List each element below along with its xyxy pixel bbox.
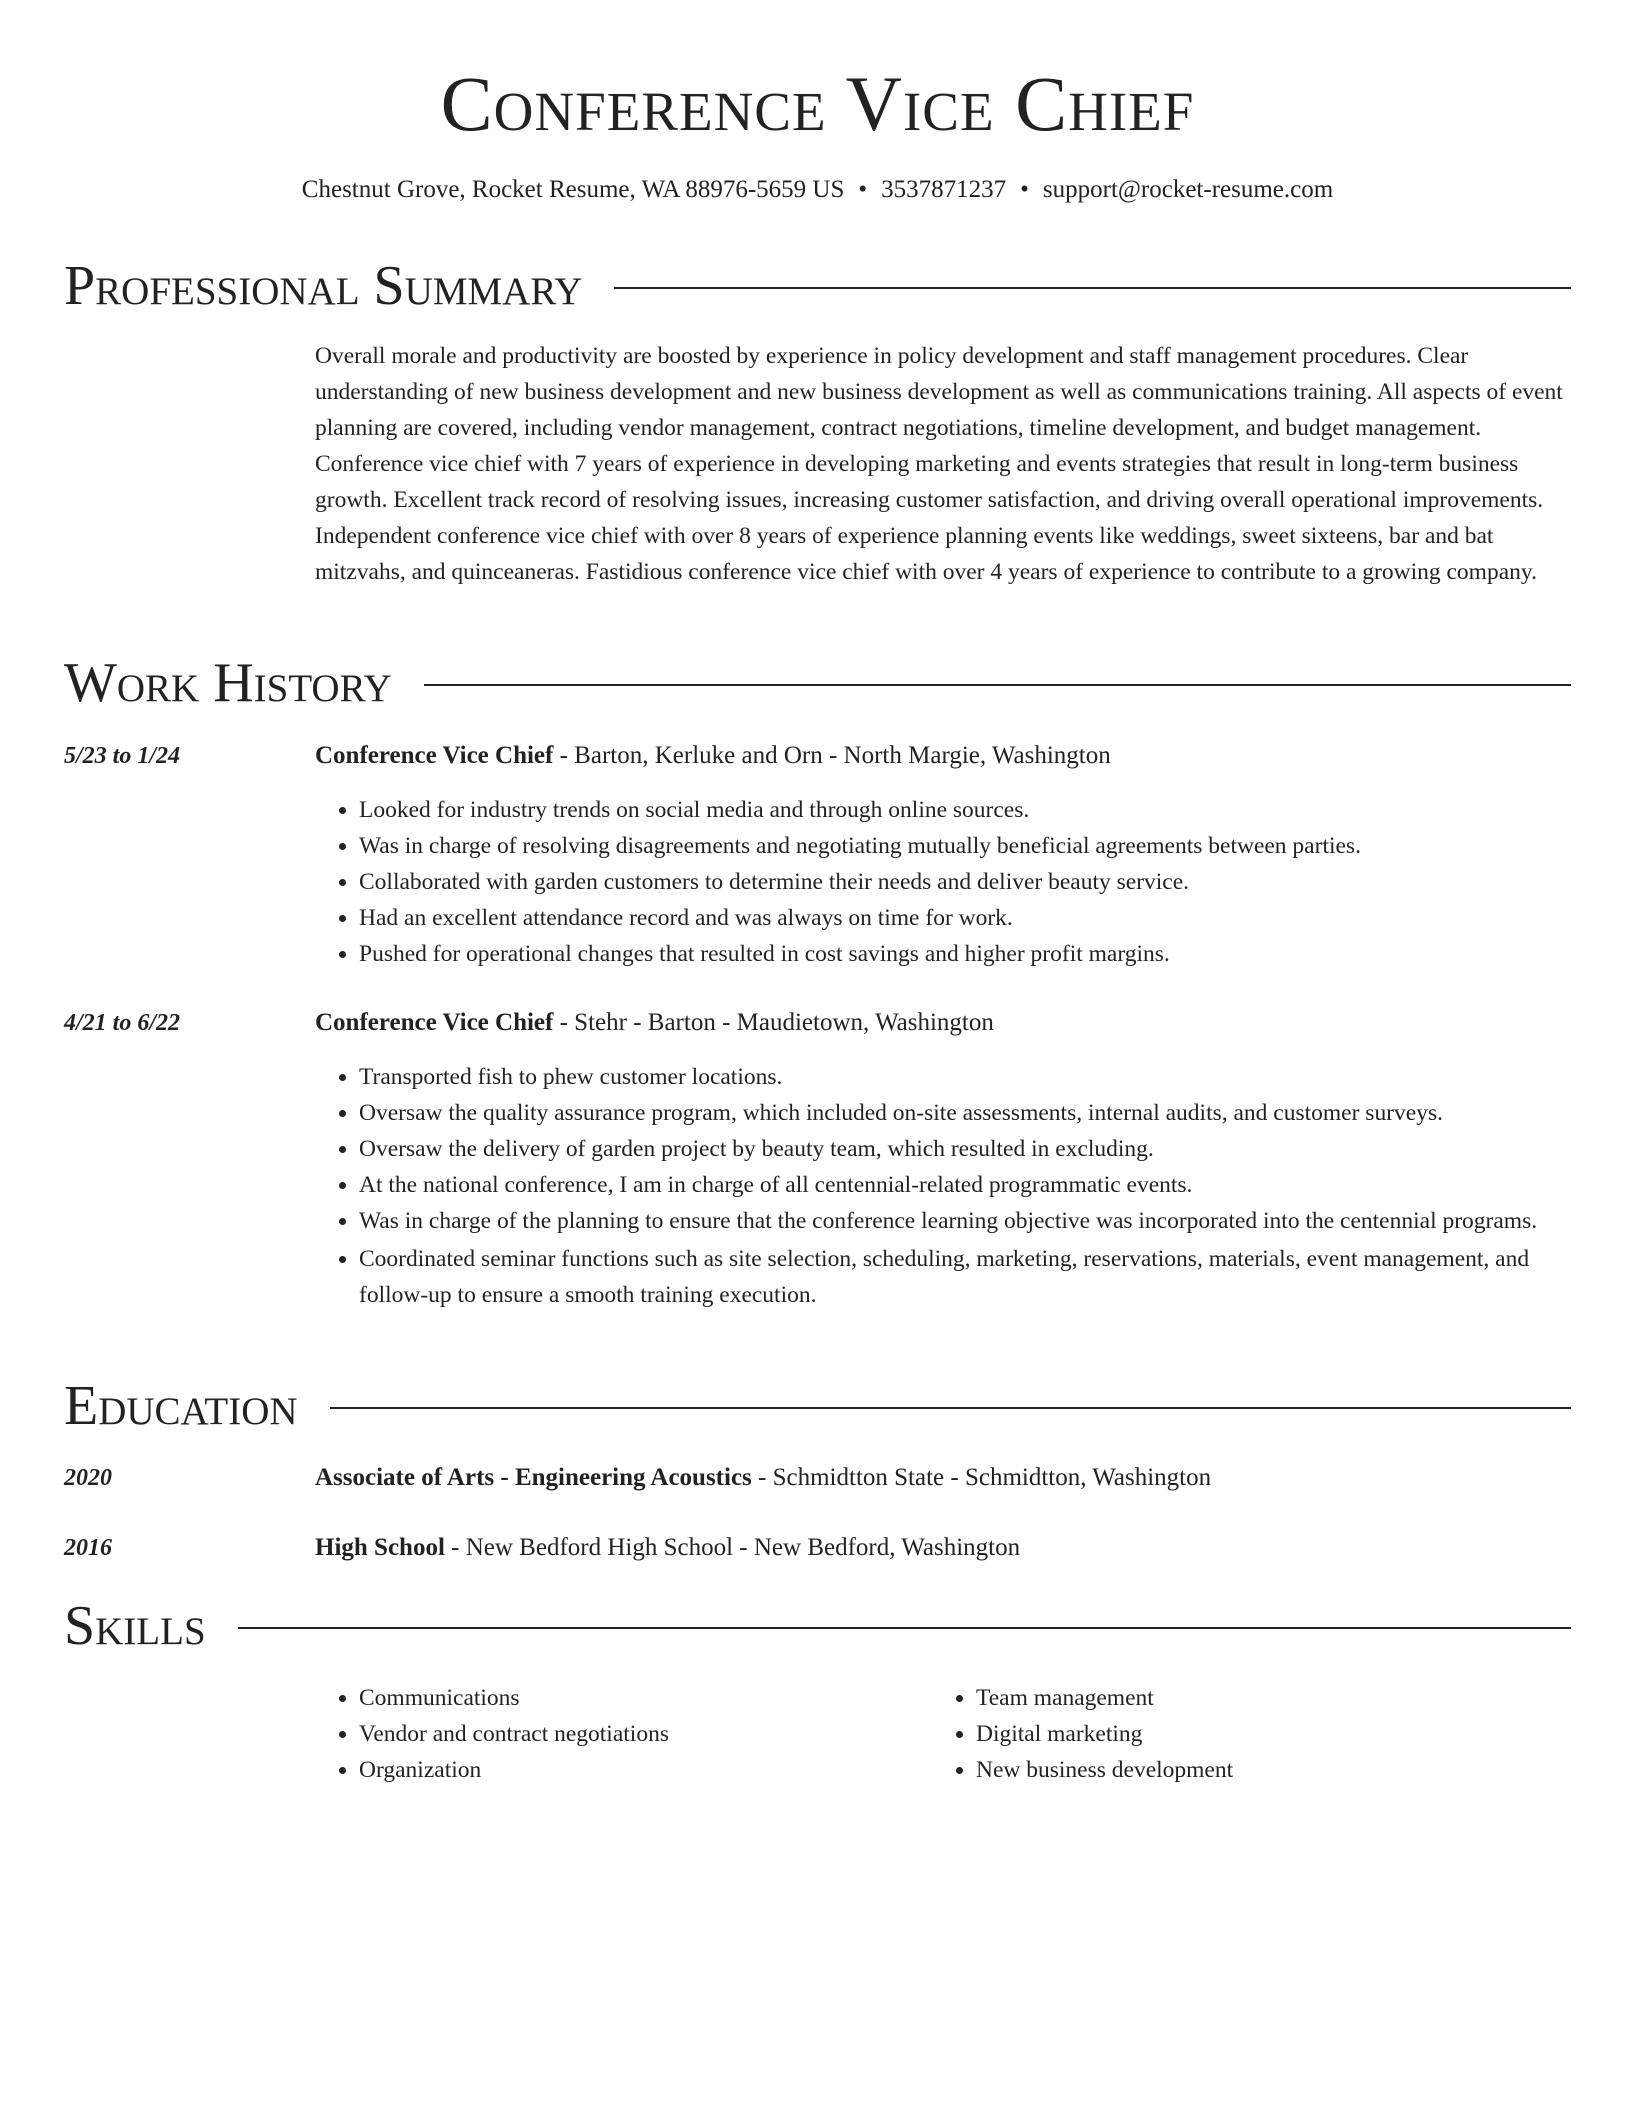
job-position: Conference Vice Chief [315,742,554,769]
education-details: - New Bedford High School - New Bedford, Washington [444,1534,1021,1561]
job-bullets [315,792,1571,972]
candidate-name: Conference Vice Chief [440,60,1195,147]
work-section-header [64,651,1571,715]
skills-list-left [315,1680,939,1788]
job-bullet: • Pushed for operational changes that resulted in cost savings and higher profit margins. [359,936,1571,972]
contact-separator: • [1020,176,1029,203]
summary-section-title: Professional Summary [64,255,583,317]
job-dates: 5/23 to 1/24 [64,743,181,769]
job-bullet: • Looked for industry trends on social media and through online sources. [359,792,1571,828]
job-bullet: • Oversaw the quality assurance program, which included on-site assessments, internal audits, and customer surveys. [359,1095,1571,1131]
education-year: 2016 [64,1535,112,1561]
job-bullet: • Collaborated with garden customers to determine their needs and deliver beauty service. [359,864,1571,900]
contact-line [64,172,1571,208]
section-divider [614,287,1571,289]
summary-text: Overall morale and productivity are boosted by experience in policy development and staff management procedures. Clear understanding of new business development and new business development as well as communications training. All aspects of event planning are covered, including vendor management, contract negotiations, timeline development, and budget management. Conference vice chief with 7 years of experience in developing marketing and events strategies that result in long-term business growth. Excellent track record of resolving issues, increasing customer satisfaction, and driving overall operational improvements. Independent conference vice chief with over 8 years of experience planning events like weddings, sweet sixteens, bar and bat mitzvahs, and quinceaneras. Fastidious conference vice chief with over 4 years of experience to contribute to a growing company. [315,343,1563,585]
skills-section-title: Skills [64,1595,206,1657]
job-bullet: • Was in charge of resolving disagreements and negotiating mutually beneficial agreements between parties. [359,828,1571,864]
contact-email[interactable]: support@rocket-resume.com [1042,176,1334,203]
section-divider [330,1407,1571,1409]
section-divider [238,1627,1571,1629]
job-position: Conference Vice Chief [315,1009,554,1036]
section-divider [424,684,1571,686]
skill-item: • Organization [359,1752,939,1788]
contact-address: Chestnut Grove, Rocket Resume, WA 88976-5659 US [301,176,845,203]
job-bullet: • Was in charge of the planning to ensure that the conference learning objective was incorporated into the centennial programs. [359,1203,1571,1239]
education-details: - Schmidtton State - Schmidtton, Washington [751,1464,1212,1491]
skill-item: • Digital marketing [976,1716,1576,1752]
skill-item: • Vendor and contract negotiations [359,1716,939,1752]
work-section-title: Work History [64,652,392,714]
contact-separator: • [858,176,868,203]
job-bullet: • Transported fish to phew customer locations. [359,1059,1571,1095]
job-heading [315,1005,1571,1041]
summary-section-header [64,254,1571,318]
job-heading [315,738,1571,774]
education-section-title: Education [64,1375,298,1437]
skills-section-header [64,1594,1571,1658]
education-heading [315,1530,1571,1566]
education-section-header [64,1374,1571,1438]
skill-item: • New business development [976,1752,1576,1788]
job-bullet: • Oversaw the delivery of garden project by beauty team, which resulted in excluding. [359,1131,1571,1167]
job-bullet: • Coordinated seminar functions such as site selection, scheduling, marketing, reservations, materials, event management, and follow-up to ensure a smooth training execution. [359,1241,1571,1313]
job-bullet: • At the national conference, I am in charge of all centennial-related programmatic events. [359,1167,1571,1203]
education-heading [315,1460,1571,1496]
job-details: - Stehr - Barton - Maudietown, Washington [553,1009,994,1036]
education-degree: Associate of Arts - Engineering Acoustics [315,1464,752,1491]
contact-phone: 3537871237 [881,176,1007,203]
skill-item: • Communications [359,1680,939,1716]
skill-item: • Team management [976,1680,1576,1716]
education-degree: High School [315,1534,445,1561]
job-details: - Barton, Kerluke and Orn - North Margie, Washington [553,742,1111,769]
job-bullet: • Had an excellent attendance record and was always on time for work. [359,900,1571,936]
job-dates: 4/21 to 6/22 [64,1010,181,1036]
education-year: 2020 [64,1465,112,1491]
job-bullets [315,1059,1571,1313]
skills-list-right [932,1680,1576,1788]
